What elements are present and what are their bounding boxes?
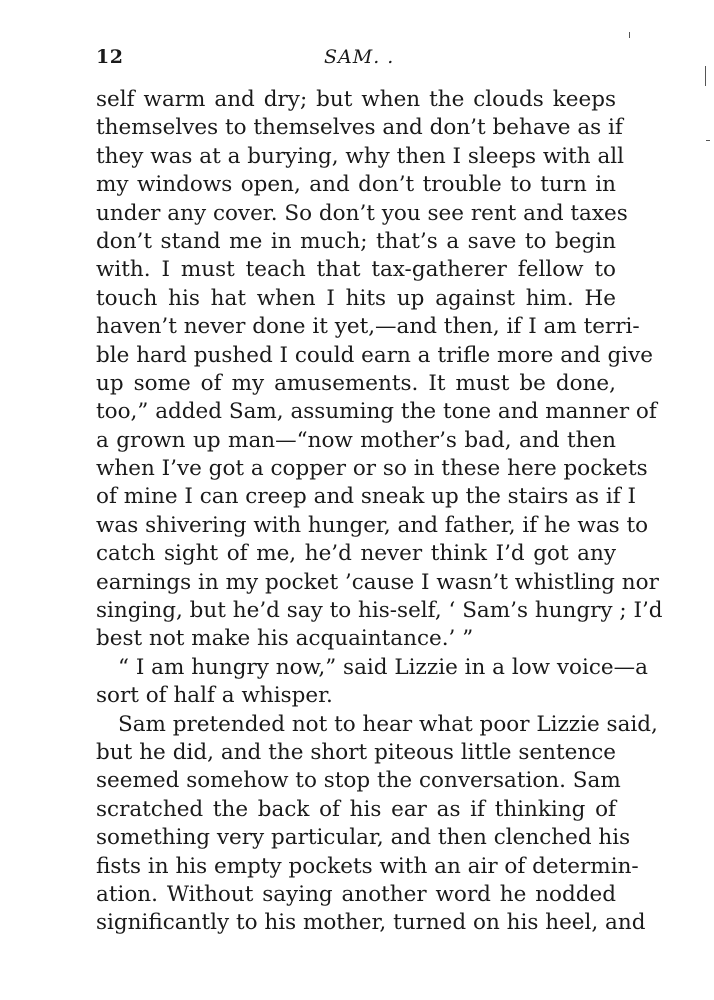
text-line: when I’ve got a copper or so in these here pockets — [96, 456, 648, 482]
text-line: with. I must teach that tax-gatherer fellow to — [96, 257, 616, 283]
text-line: themselves to themselves and don’t behave as if — [96, 115, 623, 141]
text-line: scratched the back of his ear as if thinking of — [96, 796, 616, 822]
text-line: of mine I can creep and sneak up the stairs as if I — [96, 484, 637, 510]
body-text — [96, 86, 663, 938]
scan-mark — [629, 32, 630, 38]
text-line: best not make his acquaintance.’ ” — [96, 626, 474, 652]
text-line: significantly to his mother, turned on his heel, and — [96, 910, 646, 936]
text-line: ble hard pushed I could earn a trifle more and give — [96, 342, 653, 368]
text-line: seemed somehow to stop the conversation. Sam — [96, 768, 621, 794]
text-line: too,” added Sam, assuming the tone and manner of — [96, 399, 657, 425]
text-line: sort of half a whisper. — [96, 683, 333, 709]
text-line: earnings in my pocket ’cause I wasn’t whistling nor — [96, 569, 659, 595]
running-title: SAM. . — [324, 46, 395, 68]
text-line: they was at a burying, why then I sleeps with all — [96, 143, 625, 169]
scan-mark — [706, 140, 710, 141]
text-line: was shivering with hunger, and father, if he was to — [96, 512, 649, 538]
text-line: fists in his empty pockets with an air of determin- — [96, 853, 639, 879]
text-line: up some of my amusements. It must be done, — [96, 370, 616, 396]
text-line: singing, but he’d say to his-self, ‘ Sam’s hungry ; I’d — [96, 598, 663, 624]
page-number: 12 — [96, 46, 124, 68]
scan-mark — [705, 66, 706, 86]
text-line: haven’t never done it yet,—and then, if I am terri- — [96, 314, 640, 340]
text-line: something very particular, and then clenched his — [96, 825, 631, 851]
text-line: a grown up man—“now mother’s bad, and then — [96, 427, 616, 453]
text-line: ation. Without saying another word he nodded — [96, 881, 616, 907]
text-line: don’t stand me in much; that’s a save to begin — [96, 228, 616, 254]
text-line: my windows open, and don’t trouble to turn in — [96, 172, 616, 198]
text-line: Sam pretended not to hear what poor Lizzie said, — [118, 711, 658, 737]
text-line: self warm and dry; but when the clouds keeps — [96, 87, 616, 112]
text-line: “ I am hungry now,” said Lizzie in a low voice—a — [118, 654, 648, 680]
text-line: touch his hat when I hits up against him. He — [96, 285, 616, 311]
page-header — [96, 46, 616, 76]
text-line: but he did, and the short piteous little sentence — [96, 739, 616, 765]
text-line: under any cover. So don’t you see rent and taxes — [96, 200, 628, 226]
text-line: catch sight of me, he’d never think I’d got any — [96, 541, 616, 567]
